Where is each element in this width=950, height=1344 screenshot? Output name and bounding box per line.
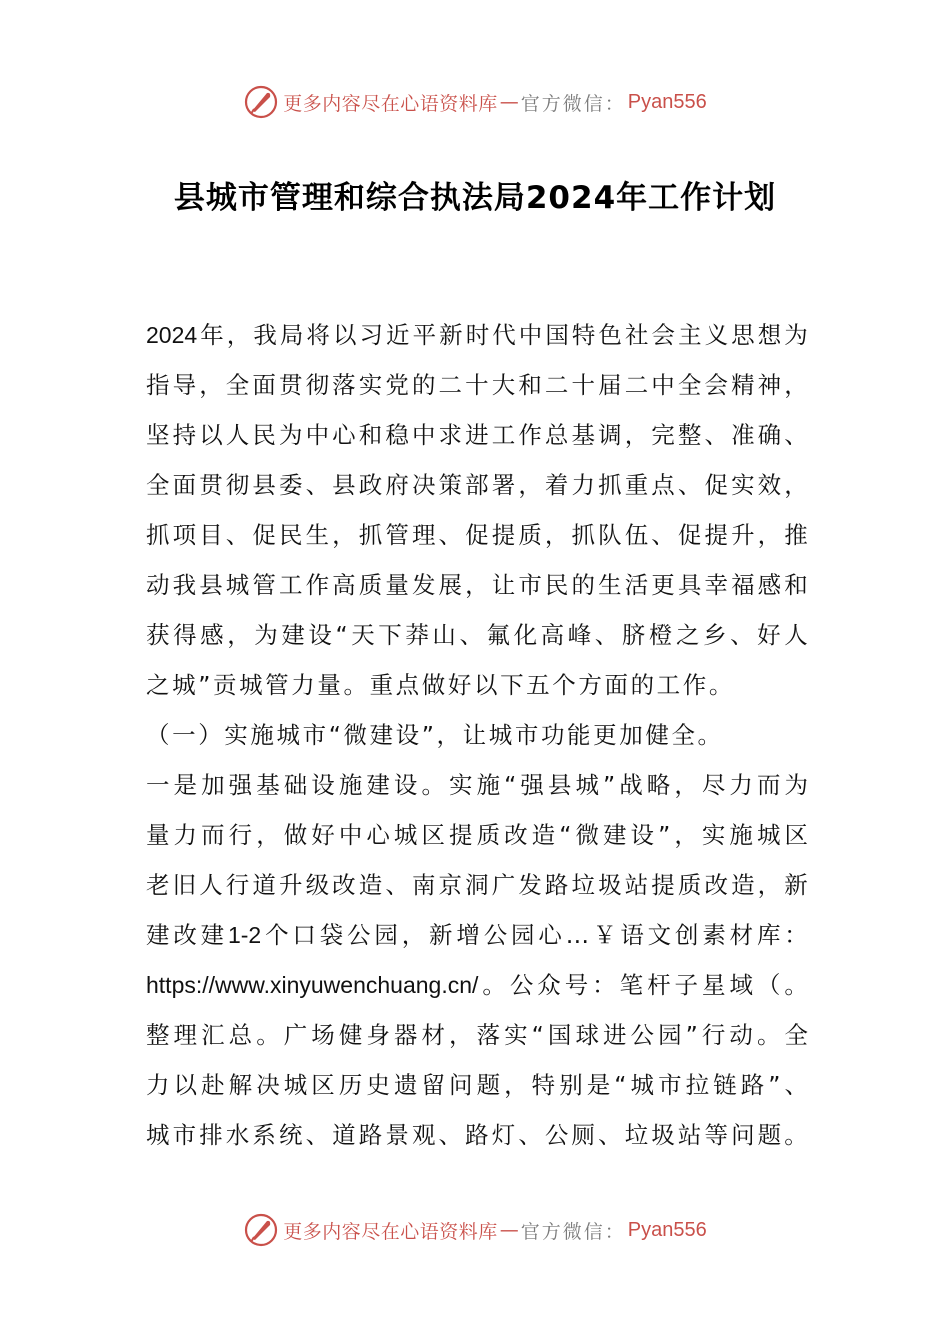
banner-wechat-label: 官方微信：: [520, 92, 626, 115]
text-line: 老 旧 人 行 道 升 级 改 造 、 南 京 洞 广 发 路 垃 圾 站 提 质 改 造 ， 新: [146, 871, 808, 899]
header-banner: [0, 80, 950, 124]
text-line: 整 理 汇 总 。 广 场 健 身 器 材 ， 落 实 “ 国 球 进 公 园 ” 行 动 。 全: [146, 1021, 808, 1049]
text-line: 量 力 而 行 ， 做 好 中 心 城 区 提 质 改 造 “ 微 建 设 ” ， 实 施 城 区: [146, 821, 808, 849]
document-title: 县城市管理和综合执法局2024年工作计划: [173, 180, 777, 216]
banner-dash: —: [499, 1219, 519, 1241]
text-line: 城 市 排 水 系 统 、 道 路 景 观 、 路 灯 、 公 厕 、 垃 圾 站 等 问 题 。: [146, 1121, 808, 1149]
text-line: （一）实施城市“微建设”，让城市功能更加健全。: [146, 721, 724, 749]
text-line: 2024 年 ， 我 局 将 以 习 近 平 新 时 代 中 国 特 色 社 会 主 义 思 想 为: [146, 321, 808, 349]
banner-wechat-label: 官方微信：: [520, 1220, 626, 1243]
text-line: 建 改 建 1-2 个 口 袋 公 园 ， 新 增 公 园 心 … ￥ 语 文 创 素 材 库 ：: [146, 921, 808, 949]
banner-brand-text: 更多内容尽在心语资料库: [283, 1220, 498, 1243]
text-line: 抓 项 目 、 促 民 生 ， 抓 管 理 、 促 提 质 ， 抓 队 伍 、 促 提 升 ， 推: [146, 521, 808, 549]
banner-wechat-id: Pyan556: [627, 90, 707, 113]
text-line: 一 是 加 强 基 础 设 施 建 设 。 实 施 “ 强 县 城 ” 战 略 ， 尽 力 而 为: [146, 771, 808, 799]
footer-banner: [0, 1208, 950, 1252]
text-line: 全 面 贯 彻 县 委 、 县 政 府 决 策 部 署 ， 着 力 抓 重 点 、 促 实 效 ，: [146, 471, 808, 499]
quill-logo-icon: [243, 84, 279, 120]
text-line: 坚 持 以 人 民 为 中 心 和 稳 中 求 进 工 作 总 基 调 ， 完 整 、 准 确 、: [146, 421, 808, 449]
text-line: 动 我 县 城 管 工 作 高 质 量 发 展 ， 让 市 民 的 生 活 更 具 幸 福 感 和: [146, 571, 808, 599]
text-line: 获 得 感 ， 为 建 设 “ 天 下 莽 山 、 氟 化 高 峰 、 脐 橙 之 乡 、 好 人: [146, 621, 808, 649]
banner-wechat-id: Pyan556: [627, 1218, 707, 1241]
text-line: https://www.xinyuwenchuang.cn/ 。 公 众 号 ： 笔 杆 子 星 域 （ 。: [146, 971, 808, 999]
text-line: 指 导 ， 全 面 贯 彻 落 实 党 的 二 十 大 和 二 十 届 二 中 全 会 精 神 ，: [146, 371, 808, 399]
document-body: [146, 310, 808, 1160]
text-line: 之城”贡城管力量。重点做好以下五个方面的工作。: [146, 671, 735, 699]
banner-dash: —: [499, 91, 519, 113]
quill-logo-icon: [243, 1212, 279, 1248]
banner-brand-text: 更多内容尽在心语资料库: [283, 92, 498, 115]
text-line: 力 以 赴 解 决 城 区 历 史 遗 留 问 题 ， 特 别 是 “ 城 市 拉 链 路 ” 、: [146, 1071, 808, 1099]
